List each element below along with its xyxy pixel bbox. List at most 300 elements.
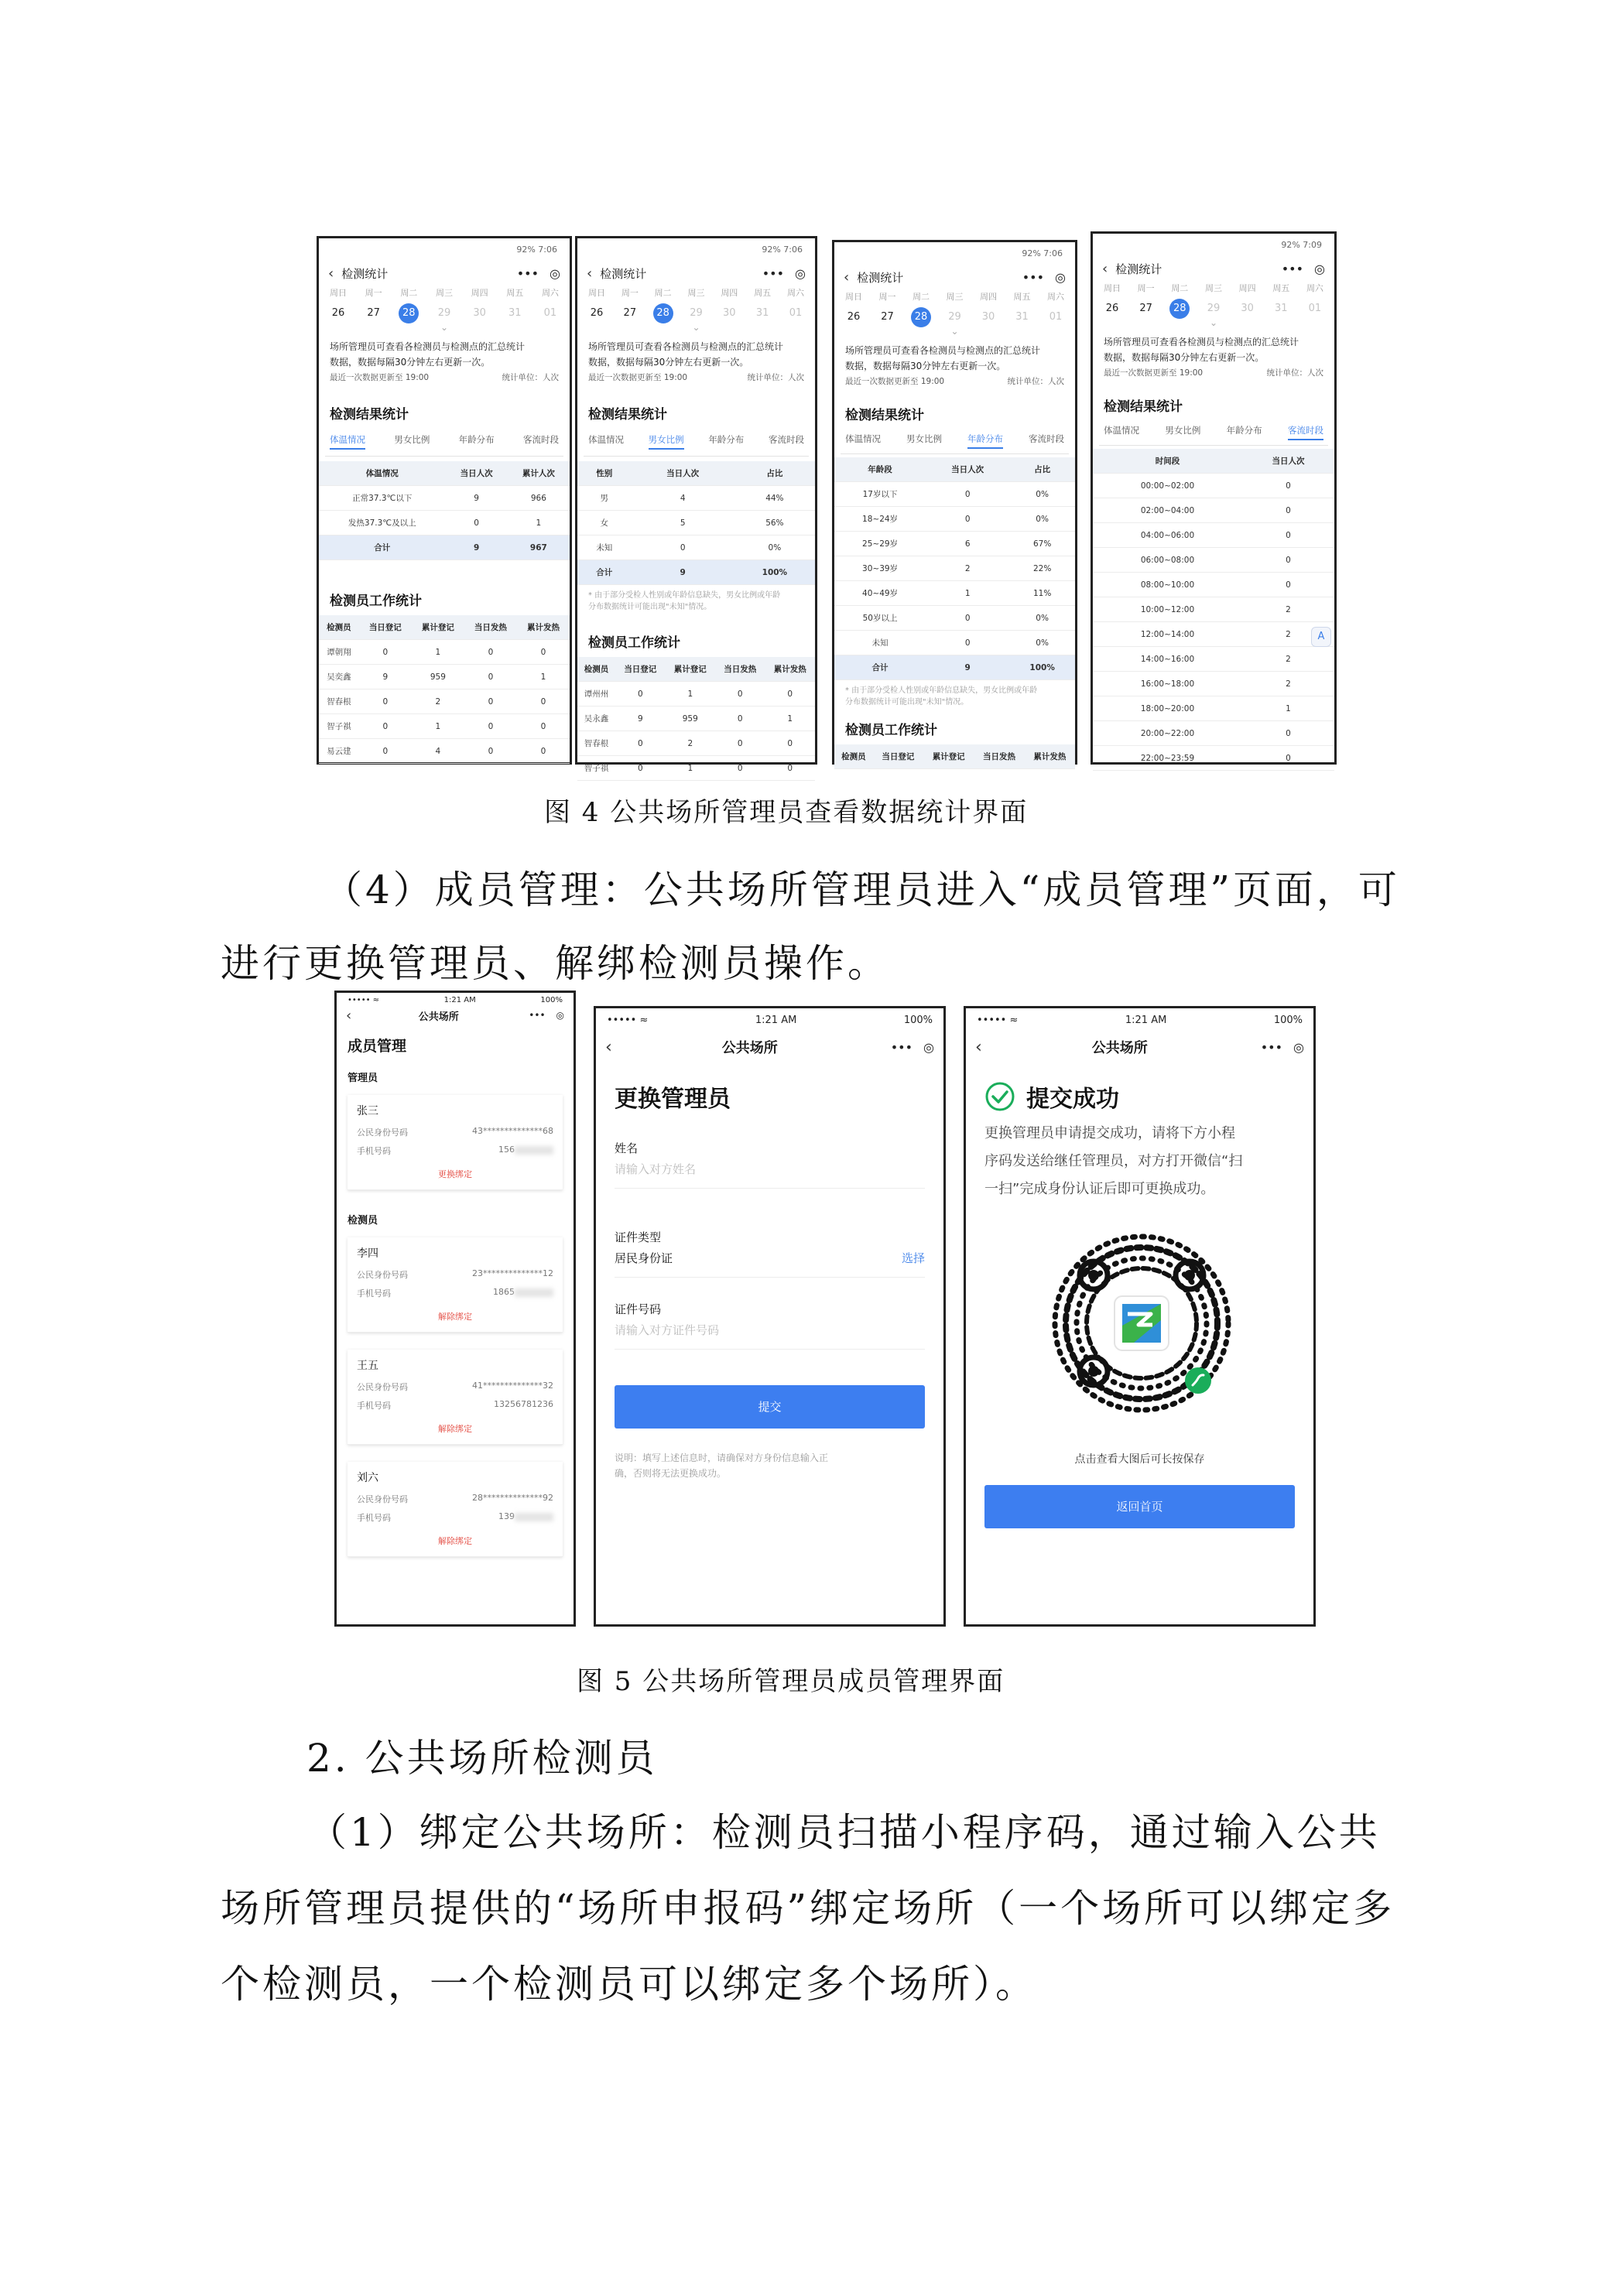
- save-hint: 点击查看大图后可长按保存: [1074, 1453, 1205, 1466]
- cell: 04:00~06:00: [1093, 523, 1242, 548]
- date-item-selected[interactable]: 28: [653, 303, 673, 323]
- footnote: [577, 585, 815, 613]
- cell: 智子祺: [577, 756, 615, 781]
- id-row: [348, 1123, 563, 1141]
- tab-gender[interactable]: 男女比例: [906, 433, 942, 444]
- col-header: 年龄段: [834, 457, 926, 482]
- page-title: 检测统计: [1115, 262, 1162, 276]
- stat-unit: 统计单位：人次: [747, 373, 804, 382]
- cell: 0: [1242, 573, 1334, 597]
- stat-tabs: [1093, 424, 1334, 440]
- section-title-results: 检测结果统计: [845, 408, 924, 423]
- cell: 2: [1242, 622, 1334, 647]
- stat-tabs: [834, 433, 1075, 449]
- cell: 9: [615, 707, 665, 731]
- table-row: [1093, 647, 1334, 672]
- weekday: 周四: [471, 288, 488, 298]
- cell: 0: [464, 739, 517, 764]
- cell: 0%: [1009, 606, 1075, 631]
- cell: 谭朝翔: [319, 640, 359, 665]
- cell: 40~49岁: [834, 581, 926, 606]
- phone-label: 手机号码: [357, 1288, 391, 1299]
- col-header: 累计登记: [412, 615, 464, 640]
- cell: 0: [464, 714, 517, 739]
- cell: 0%: [734, 536, 815, 560]
- date-item: 29: [948, 311, 961, 323]
- cell: 未知: [834, 631, 926, 655]
- paragraph-line: 进行更换管理员、解绑检测员操作。: [221, 941, 889, 986]
- date-item[interactable]: 26: [331, 307, 345, 319]
- col-header: 累计发热: [765, 657, 815, 682]
- mini-program-code[interactable]: [1047, 1229, 1237, 1418]
- cell: 正常37.3℃以下: [319, 486, 446, 511]
- idno-input[interactable]: 请输入对方证件号码: [615, 1323, 720, 1337]
- chevron-down-icon[interactable]: ⌄: [440, 322, 449, 333]
- nav-bar: [596, 1032, 943, 1062]
- table-row: [1093, 721, 1334, 746]
- cell: 0: [517, 640, 570, 665]
- divider: [1099, 445, 1328, 446]
- status-text: 92% 7:09: [1281, 239, 1322, 250]
- phone-label: 手机号码: [357, 1146, 391, 1156]
- section-title-workers: 检测员工作统计: [588, 635, 680, 651]
- cell: 30~39岁: [834, 556, 926, 581]
- cell: 22%: [1009, 556, 1075, 581]
- page-title: 检测统计: [857, 270, 904, 285]
- inspector-card: [348, 1237, 563, 1333]
- phone-row: [348, 1284, 563, 1302]
- cell: 0: [1242, 523, 1334, 548]
- idtype-field[interactable]: [596, 1229, 943, 1266]
- weekday: 周三: [435, 288, 453, 298]
- cell: 9: [359, 665, 412, 689]
- cell: 0: [359, 714, 412, 739]
- stat-unit: 统计单位：人次: [502, 373, 559, 382]
- update-row: [834, 374, 1075, 387]
- idtype-select-link[interactable]: 选择: [901, 1251, 925, 1265]
- inspector-label: 检测员: [348, 1215, 378, 1227]
- date-item[interactable]: 26: [847, 311, 861, 323]
- tab-gender[interactable]: 男女比例: [1165, 425, 1201, 436]
- nav-bar: [834, 264, 1075, 290]
- cell: 0: [926, 606, 1009, 631]
- redacted-blur: [515, 1146, 553, 1155]
- more-icon[interactable]: •••: [1022, 269, 1045, 285]
- update-row: [1093, 365, 1334, 378]
- weekday: 周四: [980, 292, 997, 302]
- weekday: 周一: [365, 288, 382, 298]
- paragraph-line: 个检测员，一个检测员可以绑定多个场所）。: [221, 1962, 1037, 2007]
- member-name: 王五: [357, 1360, 378, 1372]
- total-row: [577, 560, 815, 585]
- table-row: [577, 511, 815, 536]
- cell: 2: [1242, 672, 1334, 696]
- weekday: 周四: [721, 288, 738, 298]
- cell: 967: [508, 536, 570, 560]
- status-signal: ••••• ≈: [607, 1014, 649, 1026]
- cell: 9: [926, 655, 1009, 680]
- cell: 0: [446, 511, 508, 536]
- close-target-icon[interactable]: ◎: [550, 265, 560, 281]
- desc-line: 数据，数据每隔30分钟左右更新一次。: [330, 357, 491, 368]
- more-icon[interactable]: •••: [1281, 261, 1304, 276]
- weekday: 周三: [946, 292, 964, 302]
- cell: 智子祺: [319, 714, 359, 739]
- cell: 0: [765, 682, 815, 707]
- id-value: 43**************68: [472, 1126, 553, 1136]
- figure-caption-4: 图 4 公共场所管理员查看数据统计界面: [544, 797, 1029, 828]
- name-input[interactable]: 请输入对方姓名: [615, 1162, 697, 1176]
- tab-body-temp[interactable]: 体温情况: [330, 433, 365, 450]
- cell: 0: [926, 631, 1009, 655]
- desc-line: 场所管理员可查看各检测员与检测点的汇总统计: [845, 345, 1041, 356]
- admin-card: [348, 1095, 563, 1190]
- col-header: 体温情况: [319, 461, 446, 486]
- phone-screen-replace-admin: [594, 1006, 946, 1627]
- success-title: 提交成功: [1026, 1086, 1119, 1113]
- cell: 9: [446, 536, 508, 560]
- status-bar: [337, 993, 574, 1007]
- translate-icon: A: [1317, 631, 1325, 642]
- cell: 0: [615, 682, 665, 707]
- date-item: 30: [723, 307, 736, 319]
- result-table: [834, 457, 1075, 680]
- close-target-icon[interactable]: ◎: [556, 1010, 564, 1021]
- unbind-button[interactable]: 解除绑定: [438, 1536, 472, 1546]
- check-circle-icon: [984, 1081, 1015, 1112]
- id-row: [348, 1377, 563, 1396]
- note-line: 说明：填写上述信息时，请确保对方身份信息输入正: [615, 1453, 829, 1463]
- cell: 智春根: [577, 731, 615, 756]
- success-header: [966, 1080, 1313, 1114]
- weekday: 周六: [786, 288, 804, 298]
- cell: 谭州州: [577, 682, 615, 707]
- divider: [615, 1349, 925, 1350]
- date-item-selected[interactable]: 28: [911, 307, 931, 327]
- tab-traffic[interactable]: 客流时段: [1029, 433, 1064, 444]
- phone-row: [348, 1141, 563, 1160]
- tab-gender[interactable]: 男女比例: [394, 434, 430, 445]
- date-item: 29: [437, 307, 451, 319]
- cell: 0: [715, 682, 765, 707]
- worker-table: [834, 744, 1075, 769]
- admin-label: 管理员: [348, 1073, 378, 1084]
- id-row: [348, 1265, 563, 1284]
- more-icon[interactable]: •••: [516, 265, 539, 281]
- table-row: [1093, 622, 1334, 647]
- nav-bar: [577, 260, 815, 286]
- tab-body-temp[interactable]: 体温情况: [845, 433, 881, 444]
- cell: 0: [517, 689, 570, 714]
- tab-age[interactable]: 年龄分布: [708, 434, 745, 445]
- status-battery: 100%: [1273, 1014, 1303, 1026]
- date-item: 30: [1241, 303, 1254, 314]
- cell: 02:00~04:00: [1093, 498, 1242, 523]
- table-row: [319, 665, 570, 689]
- section-title-workers: 检测员工作统计: [845, 723, 937, 738]
- weekday: 周二: [913, 292, 930, 302]
- date-item: 30: [981, 311, 995, 323]
- tab-traffic[interactable]: 客流时段: [1288, 424, 1323, 440]
- page-title: 检测统计: [341, 266, 389, 281]
- close-target-icon[interactable]: ◎: [1055, 269, 1066, 285]
- inspector-card: [348, 1350, 563, 1445]
- phone-row: [348, 1396, 563, 1415]
- cell: 0: [1242, 474, 1334, 498]
- close-target-icon[interactable]: ◎: [923, 1039, 934, 1055]
- divider: [615, 1188, 925, 1189]
- cell: 吴奕鑫: [319, 665, 359, 689]
- table-row: [834, 631, 1075, 655]
- date-item[interactable]: 27: [1139, 303, 1152, 314]
- cell: 06:00~08:00: [1093, 548, 1242, 573]
- chevron-down-icon[interactable]: ⌄: [950, 326, 959, 337]
- id-value: 23**************12: [472, 1268, 553, 1278]
- table-row: [834, 581, 1075, 606]
- table-row: [834, 507, 1075, 532]
- cell: 5: [632, 511, 734, 536]
- phone-value: 156: [498, 1145, 515, 1155]
- col-header: 当日发热: [974, 744, 1024, 769]
- id-value: 41**************32: [472, 1381, 553, 1391]
- back-icon[interactable]: ‹: [346, 1007, 352, 1024]
- col-header: 累计发热: [1025, 744, 1075, 769]
- cell: 未知: [577, 536, 632, 560]
- weekday: 周一: [878, 292, 896, 302]
- floating-translate-button[interactable]: [1311, 627, 1331, 647]
- unbind-button[interactable]: 解除绑定: [438, 1424, 472, 1434]
- table-row: [319, 640, 570, 665]
- nav-bar: [1093, 255, 1334, 282]
- phone-value: 1865: [493, 1287, 515, 1297]
- redacted-blur: [515, 1513, 553, 1521]
- worker-table: [577, 657, 815, 781]
- rebind-button[interactable]: 更换绑定: [438, 1169, 472, 1179]
- section-title-workers: 检测员工作统计: [330, 594, 422, 609]
- back-icon[interactable]: ‹: [844, 269, 850, 286]
- tab-age[interactable]: 年龄分布: [458, 434, 495, 445]
- date-item[interactable]: 27: [367, 307, 380, 319]
- tab-age[interactable]: 年龄分布: [1226, 425, 1262, 436]
- note-line: 确，否则将无法更换成功。: [615, 1468, 727, 1479]
- col-header: 检测员: [834, 744, 873, 769]
- close-target-icon[interactable]: ◎: [1314, 261, 1325, 276]
- id-label: 公民身份号码: [357, 1382, 408, 1392]
- tab-age[interactable]: 年龄分布: [967, 433, 1003, 449]
- description: [319, 334, 570, 370]
- message-line: 一扫”完成身份认证后即可更换成功。: [984, 1181, 1215, 1197]
- close-target-icon[interactable]: ◎: [795, 265, 806, 281]
- cell: 9: [632, 560, 734, 585]
- tab-traffic[interactable]: 客流时段: [768, 434, 804, 445]
- footnote: [834, 680, 1075, 708]
- back-icon[interactable]: ‹: [1102, 260, 1108, 277]
- id-value: 28**************92: [472, 1493, 553, 1503]
- col-header: 当日发热: [715, 657, 765, 682]
- inspector-card: [348, 1462, 563, 1557]
- cell: 4: [412, 739, 464, 764]
- back-home-button[interactable]: 返回首页: [984, 1485, 1295, 1528]
- desc-line: 数据，数据每隔30分钟左右更新一次。: [588, 357, 749, 368]
- phone-value: 139: [498, 1511, 515, 1521]
- date-item-selected[interactable]: 28: [399, 303, 419, 323]
- back-icon[interactable]: ‹: [328, 265, 334, 282]
- col-header: 累计发热: [517, 615, 570, 640]
- weekday: 周六: [541, 288, 559, 298]
- name-label: 姓名: [615, 1141, 639, 1155]
- stat-tabs: [319, 433, 570, 450]
- cell: 1: [412, 640, 464, 665]
- total-row: [319, 536, 570, 560]
- cell: 0: [1242, 746, 1334, 771]
- idtype-label: 证件类型: [615, 1230, 662, 1244]
- table-row: [577, 756, 815, 781]
- date-item[interactable]: 27: [881, 311, 894, 323]
- cell: 100%: [734, 560, 815, 585]
- desc-line: 数据，数据每隔30分钟左右更新一次。: [845, 361, 1006, 371]
- cell: 女: [577, 511, 632, 536]
- section-title-results: 检测结果统计: [330, 407, 409, 423]
- cell: 1: [666, 682, 715, 707]
- weekday: 周三: [687, 288, 705, 298]
- note-line: * 由于部分受检人性别或年龄信息缺失，男女比例或年龄: [588, 591, 781, 600]
- nav-bar: [966, 1032, 1313, 1062]
- member-name: 张三: [357, 1105, 378, 1117]
- unbind-button[interactable]: 解除绑定: [438, 1312, 472, 1322]
- id-label: 公民身份号码: [357, 1270, 408, 1280]
- cell: 0: [715, 707, 765, 731]
- update-time: 最近一次数据更新至 19:00: [1104, 368, 1204, 378]
- table-row: [319, 739, 570, 764]
- figure-caption-5: 图 5 公共场所管理员成员管理界面: [577, 1666, 1005, 1697]
- table-row: [577, 536, 815, 560]
- date-item: 29: [1207, 303, 1221, 314]
- table-row: [319, 689, 570, 714]
- cell: 1: [412, 714, 464, 739]
- status-signal: ••••• ≈: [348, 995, 380, 1004]
- page-title: 公共场所: [1091, 1040, 1148, 1056]
- tab-traffic[interactable]: 客流时段: [522, 434, 559, 445]
- cell: 易云建: [319, 739, 359, 764]
- idno-label: 证件号码: [615, 1302, 662, 1316]
- cell: 0: [464, 665, 517, 689]
- weekday: 周五: [506, 288, 524, 298]
- submit-button[interactable]: 提交: [615, 1385, 925, 1429]
- cell: 0: [517, 714, 570, 739]
- close-target-icon[interactable]: ◎: [1293, 1039, 1304, 1055]
- cell: 0: [715, 731, 765, 756]
- tab-body-temp[interactable]: 体温情况: [588, 434, 624, 445]
- id-label: 公民身份号码: [357, 1494, 408, 1504]
- status-text: 92% 7:06: [516, 244, 557, 255]
- cell: 0: [517, 739, 570, 764]
- date-item: 01: [789, 307, 803, 319]
- cell: 10:00~12:00: [1093, 597, 1242, 622]
- date-item: 29: [690, 307, 703, 319]
- col-header: 累计登记: [666, 657, 715, 682]
- date-item: 31: [1275, 303, 1288, 314]
- cell: 0%: [1009, 482, 1075, 507]
- tab-gender[interactable]: 男女比例: [649, 433, 684, 450]
- cell: 00:00~02:00: [1093, 474, 1242, 498]
- cell: 0: [632, 536, 734, 560]
- members-title: 成员管理: [348, 1038, 407, 1055]
- cell: 100%: [1009, 655, 1075, 680]
- col-header: 当日登记: [873, 744, 923, 769]
- paragraph-line: 场所管理员提供的“场所申报码”绑定场所（一个场所可以绑定多: [221, 1886, 1395, 1931]
- cell: 966: [508, 486, 570, 511]
- col-header: 占比: [1009, 457, 1075, 482]
- more-icon[interactable]: •••: [529, 1010, 546, 1021]
- table-row: [1093, 746, 1334, 771]
- col-header: 性别: [577, 461, 632, 486]
- date-item[interactable]: 26: [1105, 303, 1119, 314]
- tab-body-temp[interactable]: 体温情况: [1104, 425, 1139, 436]
- cell: 4: [632, 486, 734, 511]
- back-icon[interactable]: ‹: [975, 1037, 982, 1057]
- divider: [615, 1277, 925, 1278]
- date-item: 01: [543, 307, 557, 319]
- date-item: 31: [508, 307, 522, 319]
- weekday: 周日: [845, 292, 862, 302]
- phone-screen-members: [334, 991, 576, 1627]
- section-title-results: 检测结果统计: [588, 407, 667, 423]
- description: [577, 334, 815, 370]
- redacted-blur: [515, 1288, 553, 1297]
- col-header: 累计人次: [508, 461, 570, 486]
- table-row: [1093, 573, 1334, 597]
- result-table: [1093, 449, 1334, 771]
- success-message: [966, 1120, 1313, 1203]
- back-icon[interactable]: ‹: [587, 265, 593, 282]
- more-icon[interactable]: •••: [762, 265, 785, 281]
- cell: 0: [615, 731, 665, 756]
- chevron-down-icon[interactable]: ⌄: [1209, 317, 1218, 328]
- update-time: 最近一次数据更新至 19:00: [588, 373, 688, 382]
- cell: 0: [359, 739, 412, 764]
- date-row: [834, 303, 1075, 327]
- cell: 2: [1242, 597, 1334, 622]
- table-row: [834, 606, 1075, 631]
- date-item[interactable]: 27: [623, 307, 637, 319]
- status-battery: 100%: [540, 995, 563, 1004]
- weekday: 周二: [400, 288, 418, 298]
- cell: 1: [508, 511, 570, 536]
- date-item-selected[interactable]: 28: [1169, 299, 1190, 319]
- status-bar: [319, 238, 570, 260]
- worker-table: [319, 615, 570, 764]
- weekday: 周四: [1238, 283, 1256, 293]
- paragraph-line: （4）成员管理：公共场所管理员进入“成员管理”页面，可: [324, 867, 1400, 912]
- cell: 合计: [319, 536, 446, 560]
- name-field[interactable]: [596, 1140, 943, 1177]
- back-icon[interactable]: ‹: [605, 1037, 612, 1057]
- weekday: 周日: [588, 288, 605, 298]
- divider: [584, 456, 809, 457]
- chevron-down-icon[interactable]: ⌄: [692, 322, 700, 333]
- idno-field[interactable]: [596, 1301, 943, 1338]
- weekday: 周五: [754, 288, 772, 298]
- more-icon[interactable]: •••: [890, 1039, 913, 1055]
- status-bar: [834, 242, 1075, 264]
- more-icon[interactable]: •••: [1260, 1039, 1283, 1055]
- status-bar: [596, 1008, 943, 1032]
- result-table: [577, 461, 815, 585]
- cell: 0: [765, 756, 815, 781]
- date-item[interactable]: 26: [590, 307, 604, 319]
- idtype-value: 居民身份证: [615, 1251, 673, 1265]
- col-header: 占比: [734, 461, 815, 486]
